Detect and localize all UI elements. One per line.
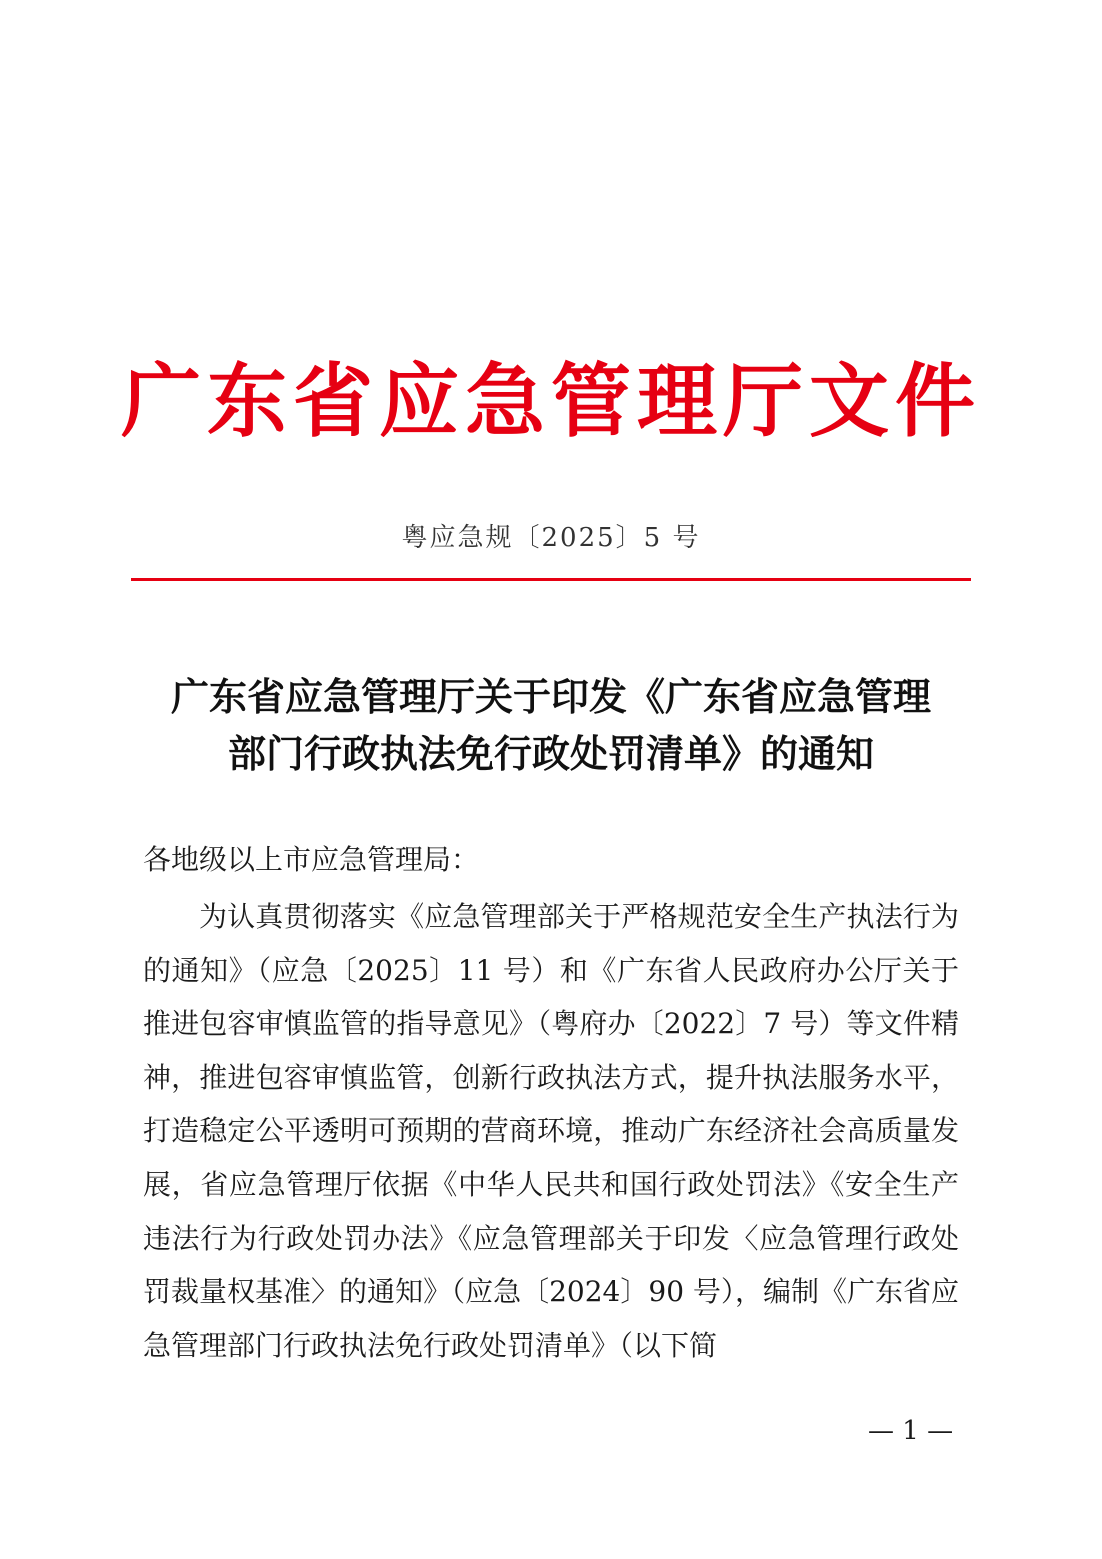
red-divider-line	[131, 578, 971, 581]
issuing-authority-header: 广东省应急管理厅文件	[121, 355, 981, 448]
document-number: 粤应急规〔2025〕5 号	[401, 523, 701, 553]
body-paragraph: 为认真贯彻落实《应急管理部关于严格规范安全生产执法行为的通知》（应急〔2025〕11 号）和《广东省人民政府办公厅关于推进包容审慎监管的指导意见》（粤府办〔2022〕7 号）等文件精神，推进包容审慎监管，创新行政执法方式，提升执法服务水平，打造稳定公平透明可预期的营商环境，推动广东经济社会高质量发展，省应急管理厅依据《中华人民共和国行政处罚法》《安全生产违法行为行政处罚办法》《应急管理部关于印发〈应急管理行政处罚裁量权基准〉的通知》（应急〔2024〕90 号），编制《广东省应急管理部门行政执法免行政处罚清单》（以下简	[143, 900, 959, 1362]
page-number: — 1 —	[868, 1416, 954, 1446]
document-title	[120, 668, 982, 782]
title-line-1: 广东省应急管理厅关于印发《广东省应急管理	[170, 674, 931, 719]
title-line-2: 部门行政执法免行政处罚清单》的通知	[227, 731, 874, 776]
addressee: 各地级以上市应急管理局：	[143, 843, 480, 876]
